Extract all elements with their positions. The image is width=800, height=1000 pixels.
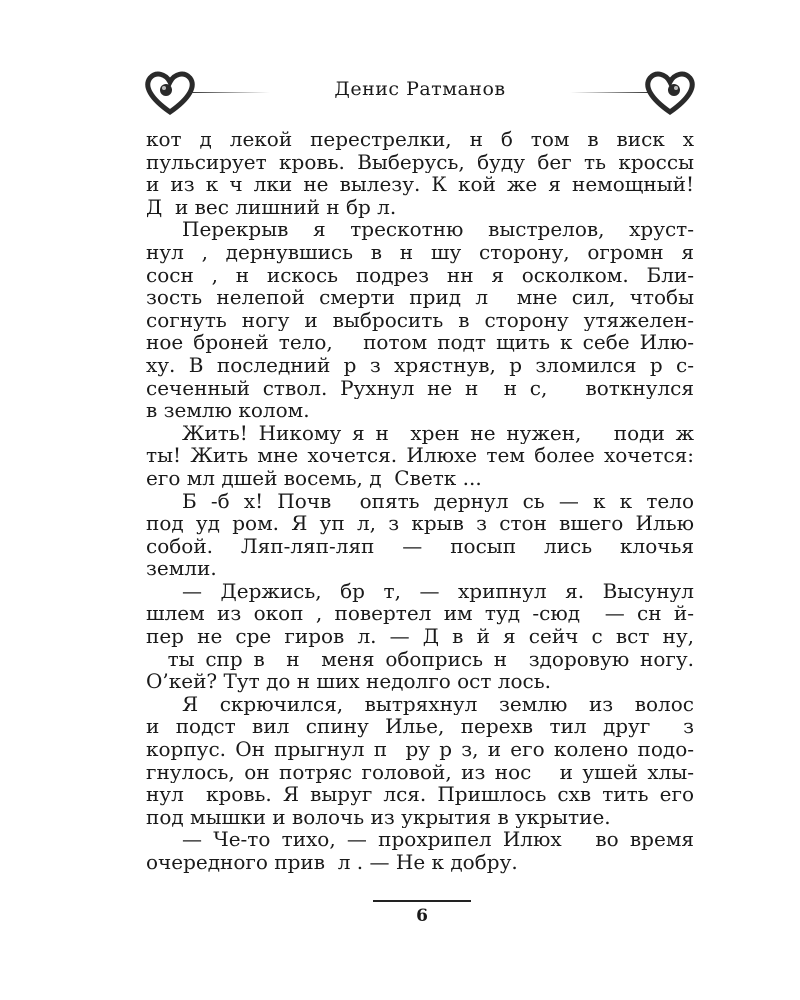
text-line: в землю колом. [146, 399, 310, 422]
text-line: согнуть ногу и выбросить в сторону утяжелен- [146, 308, 694, 332]
text-line: земли. [146, 557, 217, 580]
footer-rule [373, 900, 471, 902]
text-line: ты спр в н меня обопрись н здоровую ногу. [146, 647, 694, 671]
text-line: и из к ч лки не вылезу. К кой же я немощный! [146, 173, 694, 196]
text-line: ху. В последний р з хрястнув, р зломился р с- [146, 353, 694, 377]
text-line: О’кей? Тут до н ших недолго ост лось. [146, 670, 551, 693]
text-line: сосн , н искось подрез нн я осколком. Бли- [146, 263, 694, 287]
text-line: шлем из окоп , повертел им туд -сюд — сн й- [146, 602, 694, 626]
text-line: сеченный ствол. Рухнул не н н с, воткнулся [146, 376, 694, 400]
header-rule-right [570, 92, 650, 93]
text-line: Я скрючился, вытряхнул землю из волос [182, 692, 694, 716]
text-line: Б -б х! Почв опять дернул сь — к к тело [182, 489, 694, 513]
page-body-text [146, 128, 694, 874]
page-number: 6 [416, 906, 428, 926]
text-line: — Держись, бр т, — хрипнул я. Высунул [182, 579, 694, 603]
text-line: под мышки и волочь из укрытия в укрытие. [146, 805, 611, 829]
text-line: пульсирует кровь. Выберусь, буду бег ть кроссы [146, 150, 694, 174]
running-header [140, 68, 700, 118]
text-line: нул кровь. Я выруг лся. Пришлось схв тить его [146, 783, 694, 806]
text-line: — Че-то тихо, — прохрипел Илюх во время [182, 828, 694, 851]
text-line: нул , дернувшись в н шу сторону, огромн я [146, 240, 694, 264]
text-line: зость нелепой смерти прид л мне сил, чтобы [146, 286, 694, 309]
text-line: собой. Ляп-ляп-ляп — посып лись клочья [146, 534, 694, 558]
text-line: пер не сре гиров л. — Д в й я сейч с вст ну, [146, 625, 694, 648]
text-line: Д и вес лишний н бр л. [146, 195, 397, 219]
text-line: Перекрыв я трескотню выстрелов, хруст- [182, 218, 694, 241]
text-line: корпус. Он прыгнул п ру р з, и его колено подо- [146, 738, 694, 761]
author-name: Денис Ратманов [334, 78, 506, 100]
text-line: кот д лекой перестрелки, н б том в виск х [146, 128, 694, 151]
text-line: его мл дшей восемь, д Светк ... [146, 466, 482, 490]
text-line: очередного прив л . — Не к добру. [146, 851, 518, 874]
text-line: под уд ром. Я уп л, з крыв з стон вшего Илью [146, 512, 694, 535]
text-line: гнулось, он потряс головой, из нос и ушей хлы- [146, 760, 694, 784]
text-line: ное броней тело, потом подт щить к себе Илю- [146, 331, 694, 354]
text-line: и подст вил спину Илье, перехв тил друг з [146, 715, 694, 739]
text-line: ты! Жить мне хочется. Илюхе тем более хочется: [146, 444, 694, 467]
text-line: Жить! Никому я н хрен не нужен, поди ж [182, 421, 694, 445]
heart-ornament-icon [640, 68, 700, 116]
